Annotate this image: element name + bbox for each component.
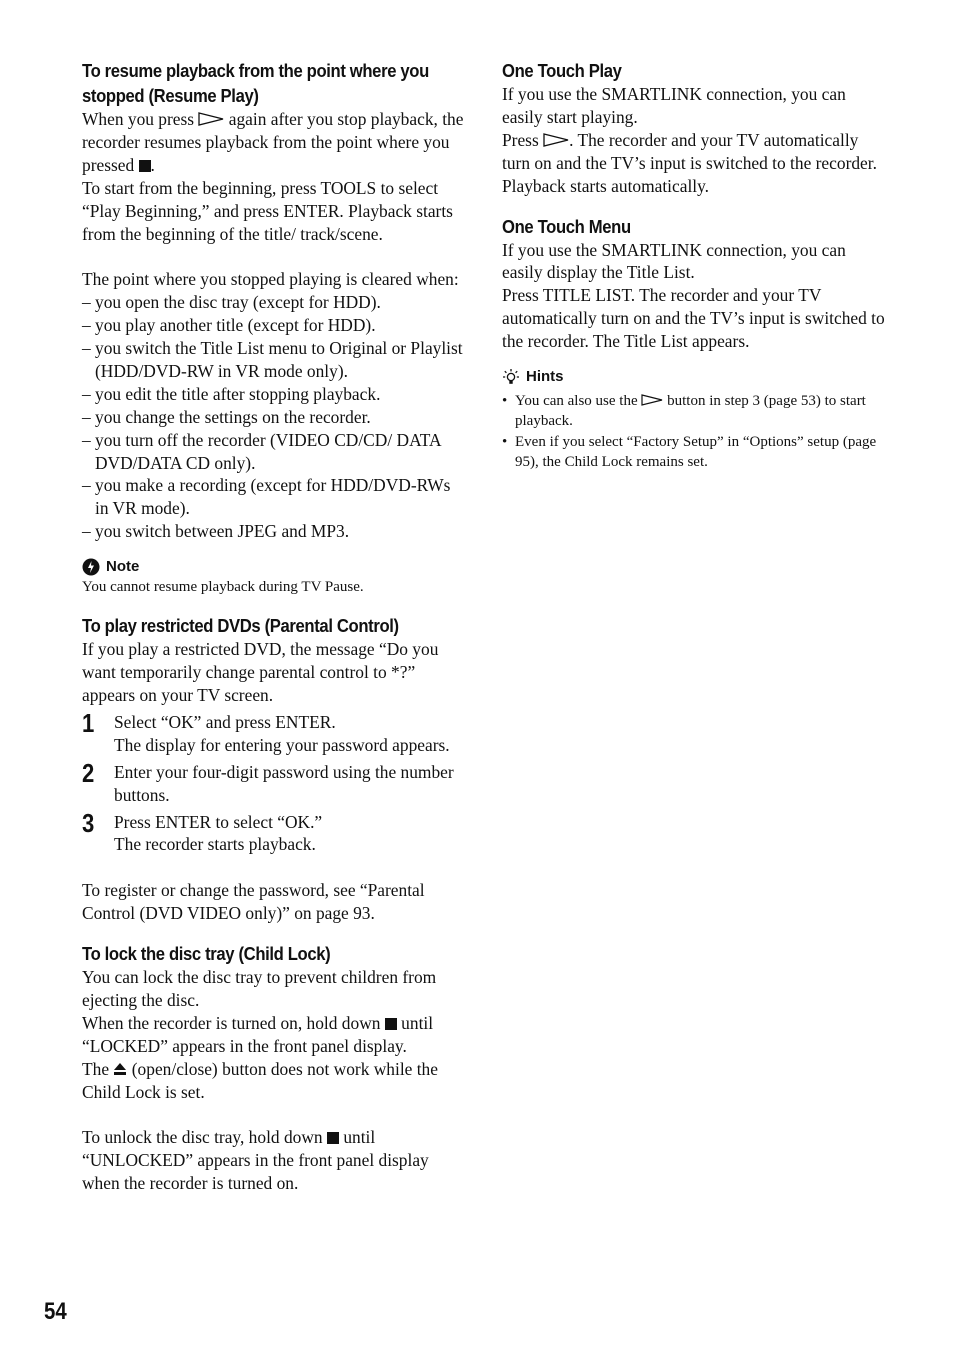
step-2 (82, 757, 466, 807)
list-item: – you play another title (except for HDD). (82, 314, 466, 337)
childlock-p1: You can lock the disc tray to prevent children from ejecting the disc. (82, 967, 437, 1010)
page-number: 54 (44, 1298, 67, 1325)
step-3 (82, 807, 466, 857)
childlock-heading: To lock the disc tray (Child Lock) (82, 943, 331, 965)
list-item: – you open the disc tray (except for HDD). (82, 291, 466, 314)
stop-icon (385, 1018, 397, 1030)
step-1 (82, 707, 466, 757)
step-sub: The display for entering your password appears. (114, 734, 450, 755)
note-heading (82, 557, 466, 577)
resume-paragraph-1 (82, 108, 466, 177)
list-item (502, 391, 890, 432)
step-number: 1 (82, 707, 95, 738)
list-item: – you change the settings on the recorder. (82, 406, 466, 429)
childlock-p3-start: The (82, 1058, 110, 1079)
childlock-p4-end: until “UNLOCKED” appears in the front panel display when the recorder is turned on. (82, 1127, 429, 1194)
list-item: – you make a recording (except for HDD/DVD-RWs in VR mode). (82, 474, 466, 520)
play-icon (198, 112, 224, 126)
list-item: – you turn off the recorder (VIDEO CD/CD/ DATA DVD/DATA CD only). (82, 429, 466, 475)
step-number: 3 (82, 807, 95, 838)
childlock-p4 (82, 1126, 466, 1195)
resume-p1-middle: again after you stop playback, the recorder resumes playback from the point where you pressed (82, 109, 464, 175)
childlock-p2-end: until “LOCKED” appears in the front panel display. (82, 1012, 434, 1056)
one-touch-play-p2-start: Press (502, 129, 539, 150)
step-sub: The recorder starts playback. (114, 834, 316, 855)
one-touch-play-p2 (502, 129, 890, 198)
one-touch-play-p1: If you use the SMARTLINK connection, you can easily start playing. (502, 84, 846, 127)
note-label: Note (106, 558, 140, 576)
step-main: Select “OK” and press ENTER. (114, 711, 336, 732)
resume-paragraph-2: To start from the beginning, press TOOLS to select “Play Beginning,” and press ENTER. Playback starts from the beginning of the title/ track/scene. (82, 177, 453, 244)
hint-1-start: You can also use the (515, 393, 638, 410)
lightbulb-icon (502, 368, 520, 386)
parental-outro: To register or change the password, see “Parental Control (DVD VIDEO only)” on page 93. (82, 880, 425, 924)
play-icon (641, 394, 663, 406)
list-item: – you switch the Title List menu to Original or Playlist (HDD/DVD-RW in VR mode only). (82, 337, 466, 383)
list-item: – you edit the title after stopping playback. (82, 383, 466, 406)
step-number: 2 (82, 757, 95, 788)
one-touch-menu-p2: Press TITLE LIST. The recorder and your TV automatically turn on and the TV’s input is switched to the recorder. The Title List appears. (502, 285, 885, 352)
eject-icon (113, 1062, 127, 1076)
right-column (502, 58, 890, 473)
hint-1-end: button in step 3 (page 53) to start playback. (515, 393, 866, 430)
hints-heading (502, 367, 890, 387)
childlock-p2 (82, 1012, 466, 1058)
one-touch-play-p2-end: . The recorder and your TV automatically turn on and the TV’s input is switched to the recorder. Playback starts automatically. (502, 129, 877, 196)
resume-cleared-list (82, 291, 466, 543)
parental-heading: To play restricted DVDs (Parental Control) (82, 615, 399, 637)
one-touch-menu-p1: If you use the SMARTLINK connection, you can easily display the Title List. (502, 239, 846, 283)
stop-icon (139, 160, 151, 172)
step-main: Press ENTER to select “OK.” (114, 811, 323, 832)
list-item: • Even if you select “Factory Setup” in “Options” setup (page 95), the Child Lock remains set. (502, 432, 890, 473)
childlock-p3 (82, 1058, 466, 1104)
resume-p1-end: . (150, 154, 155, 175)
childlock-p4-start: To unlock the disc tray, hold down (82, 1127, 323, 1148)
hints-list (502, 391, 890, 473)
list-item: – you switch between JPEG and MP3. (82, 520, 466, 543)
parental-intro: If you play a restricted DVD, the message “Do you want temporarily change parental control to *?” appears on your TV screen. (82, 639, 439, 706)
one-touch-menu-heading: One Touch Menu (502, 215, 631, 237)
left-column (82, 58, 466, 1195)
stop-icon (327, 1132, 339, 1144)
hints-label: Hints (526, 368, 564, 386)
childlock-p3-end: (open/close) button does not work while the Child Lock is set. (82, 1058, 438, 1102)
note-icon (82, 558, 100, 576)
step-main: Enter your four-digit password using the number buttons. (114, 761, 454, 805)
one-touch-play-heading: One Touch Play (502, 60, 622, 81)
resume-heading: To resume playback from the point where you stopped (Resume Play) (82, 60, 429, 106)
note-text: You cannot resume playback during TV Pause. (82, 579, 364, 596)
childlock-p2-start: When the recorder is turned on, hold down (82, 1012, 381, 1033)
resume-p1-start: When you press (82, 109, 195, 129)
resume-paragraph-3: The point where you stopped playing is cleared when: (82, 269, 459, 290)
play-icon (543, 133, 569, 147)
